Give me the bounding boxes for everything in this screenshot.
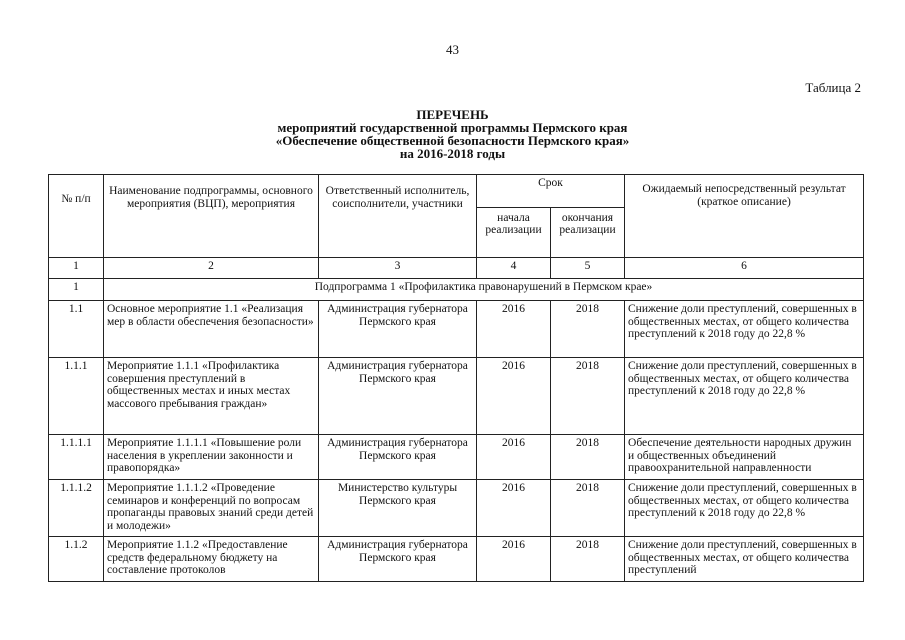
row-name: Основное мероприятие 1.1 «Реализация мер в области обеспечения безопасности» xyxy=(104,301,319,358)
row-num: 1.1 xyxy=(49,301,104,358)
row-start: 2016 xyxy=(477,301,551,358)
measures-table xyxy=(48,174,864,582)
row-responsible: Администрация губернатора Пермского края xyxy=(319,435,477,480)
row-num: 1.1.1.2 xyxy=(49,480,104,537)
row-result: Снижение доли преступлений, совершенных в общественных местах, от общего количества преступлений к 2018 году до 22,8 % xyxy=(625,480,864,537)
row-name: Мероприятие 1.1.2 «Предоставление средств федеральному бюджету на составление протоколов xyxy=(104,537,319,582)
row-end: 2018 xyxy=(551,301,625,358)
row-name: Мероприятие 1.1.1 «Профилактика совершения преступлений в общественных местах и иных местах массового пребывания граждан» xyxy=(104,358,319,435)
table-row xyxy=(49,358,864,435)
title-line-2: мероприятий государственной программы Пермского края xyxy=(277,120,628,135)
table-row xyxy=(49,537,864,582)
page-number: 43 xyxy=(446,42,459,57)
title-line-3: «Обеспечение общественной безопасности Пермского края» xyxy=(275,133,630,148)
row-name: Мероприятие 1.1.1.2 «Проведение семинаров и конференций по вопросам пропаганды правовых знаний среди детей и молодежи» xyxy=(104,480,319,537)
column-number: 4 xyxy=(477,258,551,279)
column-number: 1 xyxy=(49,258,104,279)
row-end: 2018 xyxy=(551,358,625,435)
row-start: 2016 xyxy=(477,358,551,435)
row-start: 2016 xyxy=(477,435,551,480)
row-responsible: Администрация губернатора Пермского края xyxy=(319,301,477,358)
row-result: Обеспечение деятельности народных дружин и общественных объединений правоохранительной направленности xyxy=(625,435,864,480)
row-end: 2018 xyxy=(551,537,625,582)
table-row xyxy=(49,301,864,358)
row-end: 2018 xyxy=(551,435,625,480)
document-title xyxy=(0,108,905,160)
column-number: 6 xyxy=(625,258,864,279)
row-result: Снижение доли преступлений, совершенных в общественных местах, от общего количества преступлений к 2018 году до 22,8 % xyxy=(625,358,864,435)
row-start: 2016 xyxy=(477,480,551,537)
subprogram-title: Подпрограмма 1 «Профилактика правонарушений в Пермском крае» xyxy=(104,279,864,301)
row-num: 1.1.1.1 xyxy=(49,435,104,480)
table-row xyxy=(49,480,864,537)
header-end: окончания реализации xyxy=(551,207,625,257)
header-term: Срок xyxy=(477,175,625,208)
header-name: Наименование подпрограммы, основного мероприятия (ВЦП), мероприятия xyxy=(104,175,319,258)
row-responsible: Министерство культуры Пермского края xyxy=(319,480,477,537)
row-name: Мероприятие 1.1.1.1 «Повышение роли населения в укреплении законности и правопорядка» xyxy=(104,435,319,480)
column-number-row xyxy=(49,258,864,279)
row-start: 2016 xyxy=(477,537,551,582)
column-number: 5 xyxy=(551,258,625,279)
column-number: 2 xyxy=(104,258,319,279)
title-line-1: ПЕРЕЧЕНЬ xyxy=(416,107,489,122)
table-label: Таблица 2 xyxy=(805,80,861,95)
header-result: Ожидаемый непосредственный результат (краткое описание) xyxy=(625,175,864,258)
header-responsible: Ответственный исполнитель, соисполнители, участники xyxy=(319,175,477,258)
row-num: 1.1.2 xyxy=(49,537,104,582)
header-start: начала реализации xyxy=(477,207,551,257)
row-num: 1.1.1 xyxy=(49,358,104,435)
column-number: 3 xyxy=(319,258,477,279)
row-end: 2018 xyxy=(551,480,625,537)
row-responsible: Администрация губернатора Пермского края xyxy=(319,537,477,582)
row-result: Снижение доли преступлений, совершенных в общественных местах, от общего количества преступлений xyxy=(625,537,864,582)
header-row xyxy=(49,175,864,208)
title-line-4: на 2016-2018 годы xyxy=(399,146,506,161)
subprogram-num: 1 xyxy=(49,279,104,301)
row-responsible: Администрация губернатора Пермского края xyxy=(319,358,477,435)
row-result: Снижение доли преступлений, совершенных в общественных местах, от общего количества преступлений к 2018 году до 22,8 % xyxy=(625,301,864,358)
header-num: № п/п xyxy=(49,175,104,258)
subprogram-row xyxy=(49,279,864,301)
table-row xyxy=(49,435,864,480)
